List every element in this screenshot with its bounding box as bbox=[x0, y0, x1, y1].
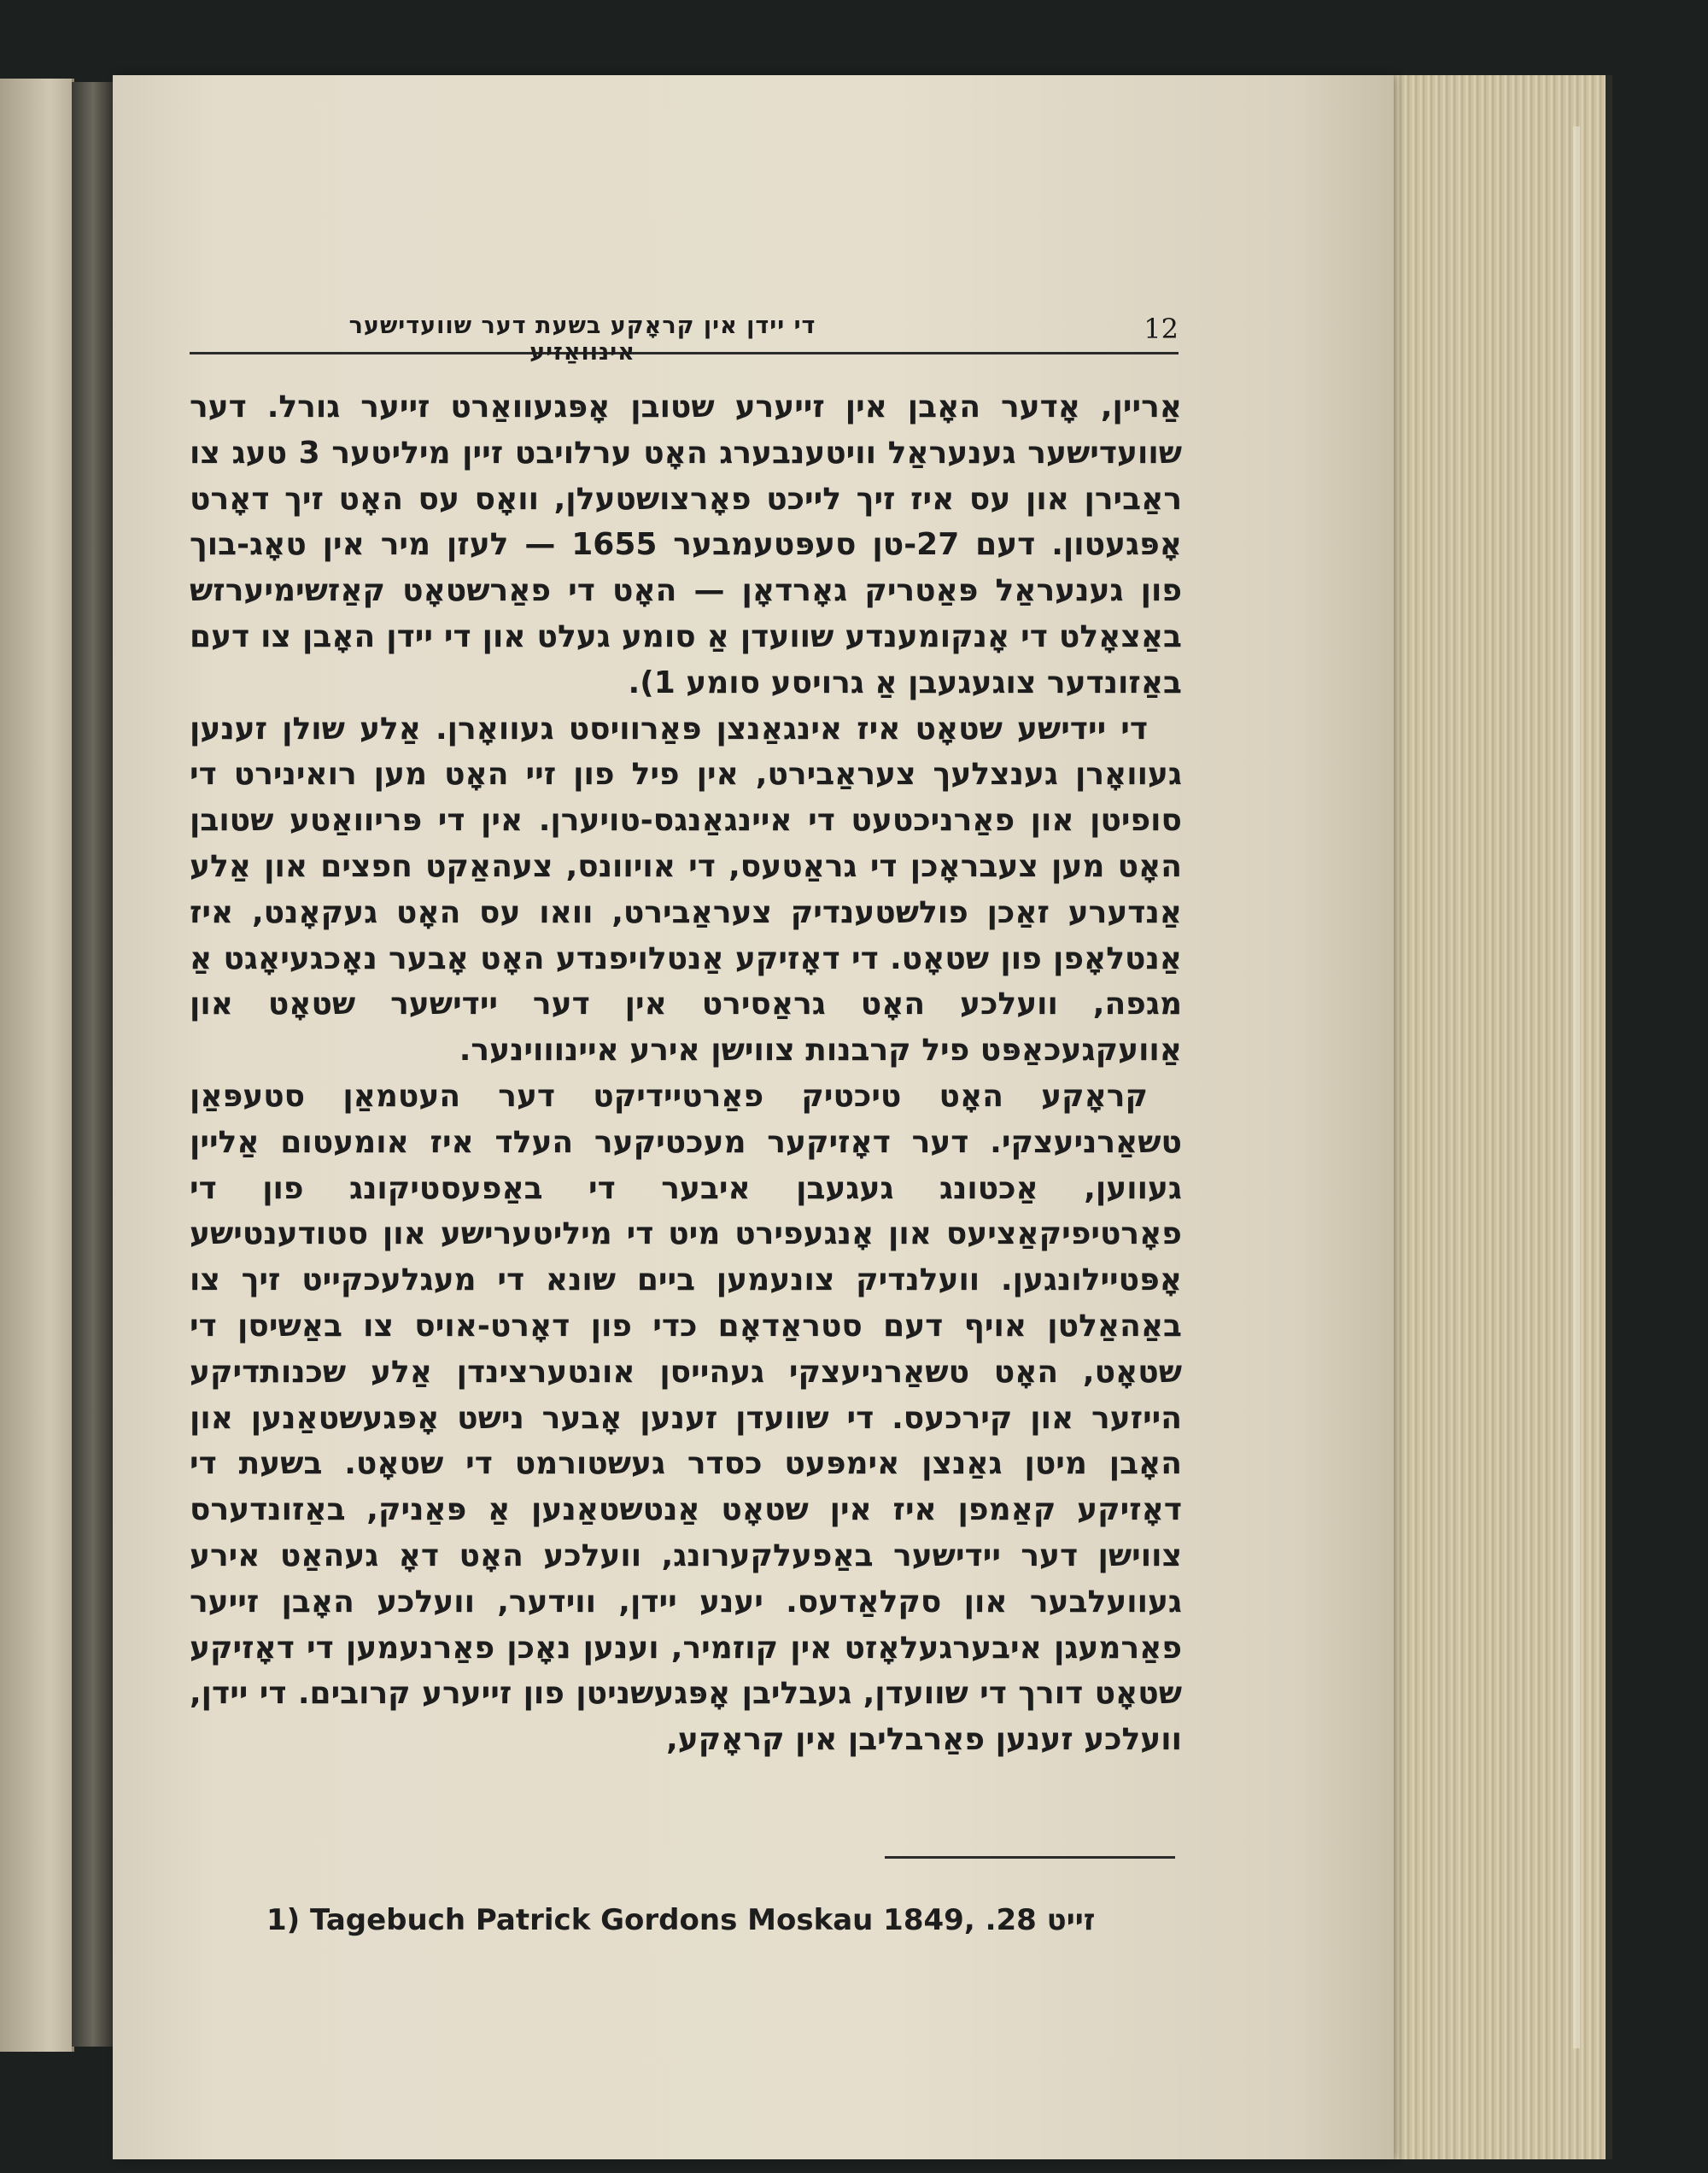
left-page-edge bbox=[0, 79, 74, 2052]
book-spine bbox=[72, 82, 114, 2047]
footnote-rule bbox=[885, 1856, 1175, 1859]
body-text bbox=[190, 384, 1182, 1763]
footnote-page-ref: זייט 28. bbox=[985, 1903, 1096, 1937]
page-number: 12 bbox=[1144, 313, 1179, 345]
running-head bbox=[190, 313, 1179, 366]
paragraph-2: די יידישע שטאָט איז אינגאַנצן פּאַרוויסט געוואָרן. אַלע שולן זענען געוואָרן גענצלעך צעראַבירט, אין פיל פון זיי האָט מען רואינירט די סופיטן און פאַרניכטעט די איינגאַנגס-טויערן. אין די פּריוואַטע שטובן האָט מען צעבראָכן די גראַטעס, די אויוונס, צעהאַקט חפצים און אַלע אַנדערע זאַכן פולשטענדיק צעראַבירט, וואו עס האָט געקאָנט, איז אַנטלאָפן פון שטאָט. די דאָזיקע אַנטלויפנדע האָט אָבער נאָכגעיאָגט אַ מגפה, וועלכע האָט גראַסירט אין דער יידישער שטאָט און אַוועקגעכאַפּט פיל קרבנות צווישן אירע איינוווינער. bbox=[190, 711, 1182, 1069]
footnote-text: 1) Tagebuch Patrick Gordons Moskau 1849, bbox=[266, 1903, 975, 1937]
footnote bbox=[266, 1903, 1120, 1937]
running-title: די יידן אין קראָקע בשעת דער שוועדישער אינוואַזיע bbox=[348, 313, 816, 366]
paragraph-3: קראָקע האָט טיכטיק פאַרטיידיקט דער העטמאַן סטעפּאַן טשאַרניעצקי. דער דאָזיקער מעכטיקער העלד איז אומעטום אַליין געווען, אַכטונג געגעבן איבער די באַפעסטיקונג פון די פאָרטיפיקאַציעס און אָנגעפירט מיט די מיליטערישע און סטודענטישע אָפּטיילונגען. וועלנדיק צונעמען ביים שונא די מעגלעכקייט זיך צו באַהאַלטן אויף דעם סטראַדאָם כדי פון דאָרט-אויס צו באַשיסן די שטאָט, האָט טשאַרניעצקי געהייסן אונטערצינדן אַלע שכנותדיקע הייזער און קירכעס. די שוועדן זענען אָבער נישט אָפּגעשטאַנען און האָבן מיטן גאַנצן אימפּעט כסדר געשטורמט די שטאָט. בשעת די דאָזיקע קאַמפן איז אין שטאָט אַנטשטאַנען אַ פּאַניק, באַזונדערס צווישן דער יידישער באַפעלקערונג, וועלכע האָט דאָ געהאַט אירע געוועלבער און סקלאַדעס. יענע יידן, ווידער, וועלכע האָבן זייער פאַרמעגן איבערגעלאָזט אין קוזמיר, וענען נאָכן פאַרנעמען די דאָזיקע שטאָט דורך די שוועדן, געבליבן אָפּגעשניטן פון זייערע קרובים. די יידן, וועלכע זענען פאַרבליבן אין קראָקע, bbox=[190, 1078, 1182, 1758]
book-page bbox=[113, 75, 1394, 2159]
paragraph-1: אַריין, אָדער האָבן אין זייערע שטובן אָפּגעוואַרט זייער גורל. דער שוועדישער גענעראַל וויטענבערג האָט ערלויבט זיין מיליטער 3 טעג צו ראַבירן און עס איז זיך לייכט פאָרצושטעלן, וואָס עס האָט זיך דאָרט אָפּגעטון. דעם 27-טן סעפּטעמבער 1655 — לעזן מיר אין טאָג-בוך פון גענעראַל פּאַטריק גאָרדאָן — האָט די פאַרשטאָט קאַזשימיערזש באַצאָלט די אָנקומענדע שוועדן אַ סומע געלט און די יידן האָבן צו דעם באַזונדער צוגעגעבן אַ גרויסע סומע 1). bbox=[190, 390, 1183, 700]
